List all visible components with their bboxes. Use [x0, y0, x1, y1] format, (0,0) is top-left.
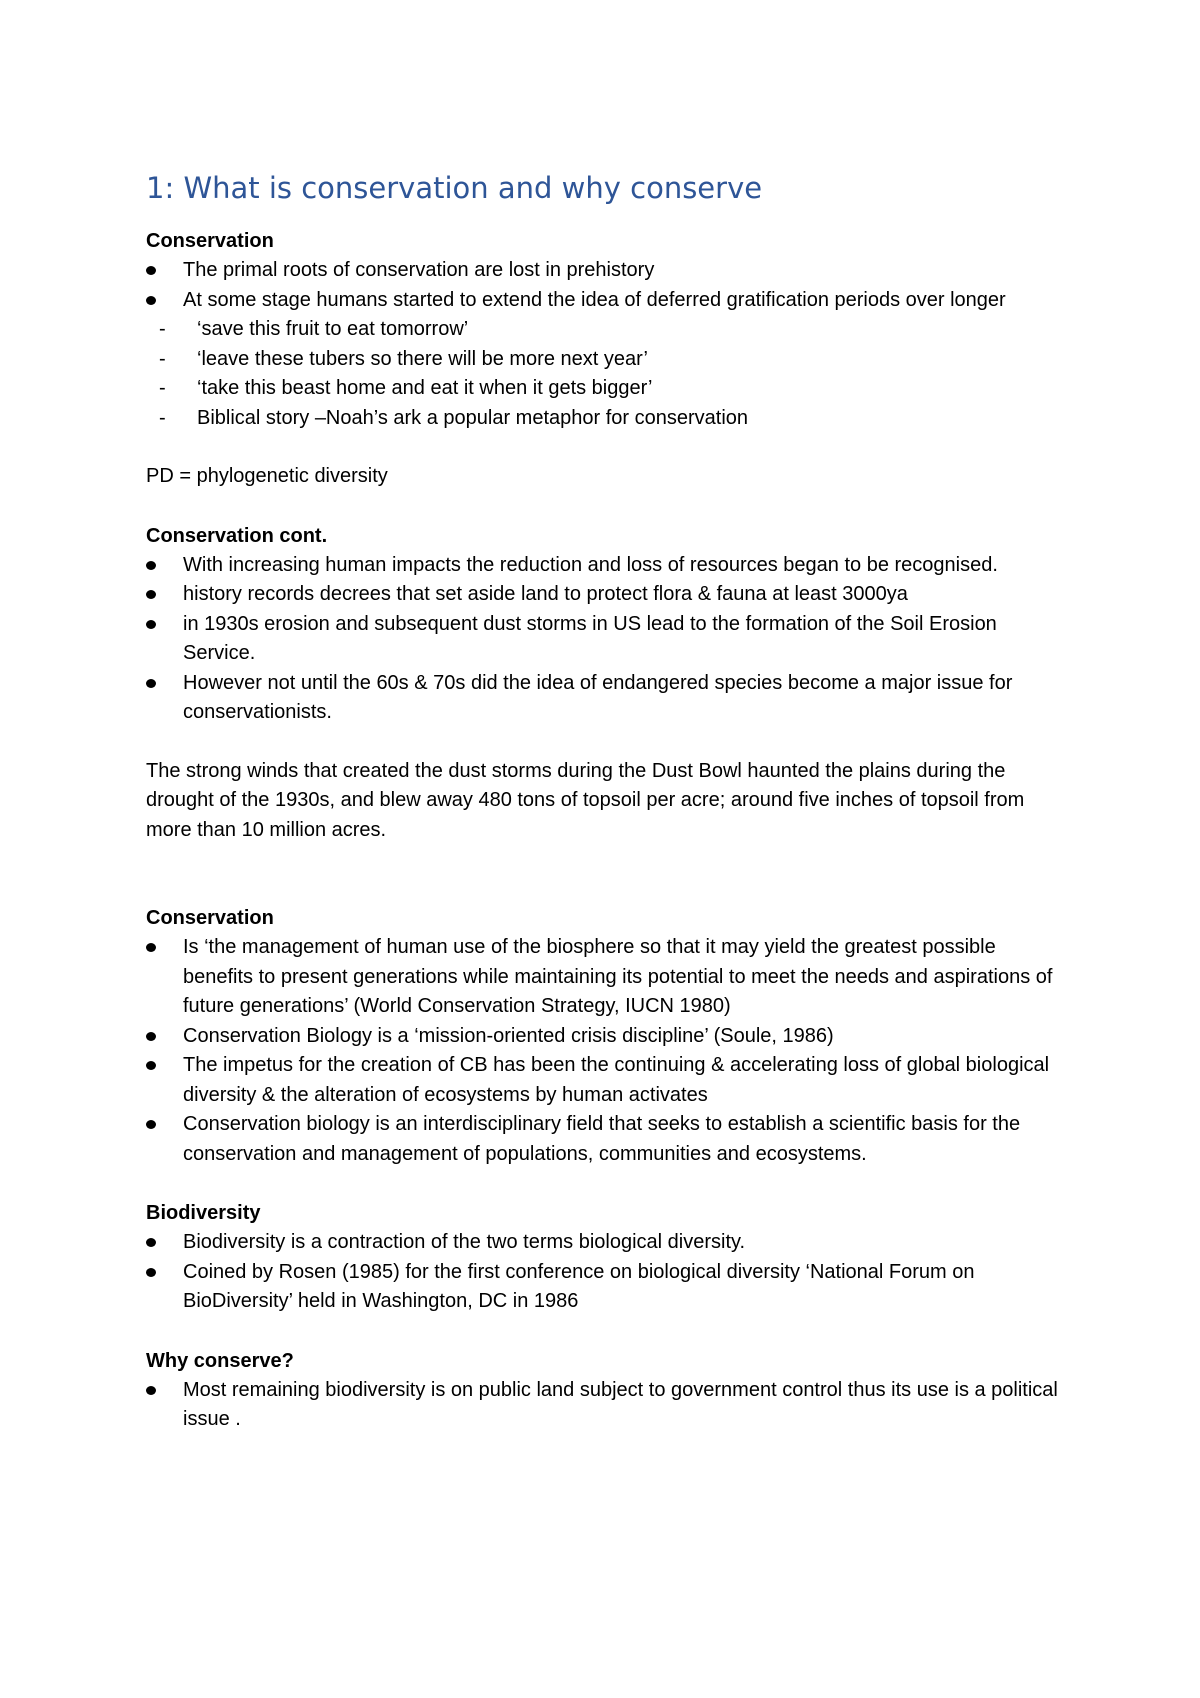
bullet-icon [146, 1061, 156, 1070]
bullet-icon [146, 679, 156, 688]
list-item: in 1930s erosion and subsequent dust storms in US lead to the formation of the Soil Erosion Service. [146, 610, 1066, 669]
bullet-list [146, 256, 1066, 315]
section-heading: Conservation [146, 230, 274, 252]
section-conservation-definition [146, 903, 1066, 1169]
list-item: Coined by Rosen (1985) for the first conference on biological diversity ‘National Forum on BioDiversity’ held in Washington, DC in 1986 [146, 1258, 1066, 1317]
dash-icon: - [159, 377, 166, 399]
bullet-icon [146, 1386, 156, 1395]
bullet-icon [146, 1238, 156, 1247]
bullet-icon [146, 561, 156, 570]
list-item: Conservation biology is an interdisciplinary field that seeks to establish a scientific basis for the conservation and management of populations, communities and ecosystems. [146, 1110, 1066, 1169]
list-item: With increasing human impacts the reduction and loss of resources began to be recognised. [146, 551, 1066, 581]
list-item: history records decrees that set aside land to protect flora & fauna at least 3000ya [146, 580, 1066, 610]
section-why-conserve [146, 1346, 1066, 1435]
list-item: The primal roots of conservation are lost in prehistory [146, 256, 1066, 286]
list-item: Conservation Biology is a ‘mission-oriented crisis discipline’ (Soule, 1986) [146, 1022, 1066, 1052]
list-item: Biodiversity is a contraction of the two terms biological diversity. [146, 1228, 1066, 1258]
list-item: - ‘take this beast home and eat it when it gets bigger’ [146, 374, 1066, 404]
bullet-icon [146, 1120, 156, 1129]
dash-icon: - [159, 347, 166, 370]
bullet-list [146, 933, 1066, 1169]
bullet-icon [146, 943, 156, 952]
bullet-icon [146, 620, 156, 629]
list-item: However not until the 60s & 70s did the idea of endangered species become a major issue for conservationists. [146, 669, 1066, 728]
bullet-icon [146, 1032, 156, 1041]
bullet-icon [146, 296, 156, 305]
bullet-list [146, 1376, 1066, 1435]
section-conservation [146, 226, 1066, 433]
bullet-icon [146, 590, 156, 599]
bullet-icon [146, 266, 156, 275]
list-item: Is ‘the management of human use of the biosphere so that it may yield the greatest possible benefits to present generations while maintaining its potential to meet the needs and aspirations of future generations’ (World Conservation Strategy, IUCN 1980) [146, 933, 1066, 1022]
section-conservation-cont [146, 521, 1066, 728]
section-heading: Conservation cont. [146, 524, 328, 547]
bullet-icon [146, 1268, 156, 1277]
dust-bowl-paragraph: The strong winds that created the dust storms during the Dust Bowl haunted the plains during the drought of the 1930s, and blew away 480 tons of topsoil per acre; around five inches of topsoil from more than 10 million acres. [146, 759, 1025, 841]
section-biodiversity [146, 1198, 1066, 1317]
list-item: At some stage humans started to extend the idea of deferred gratification periods over longer [146, 286, 1066, 316]
list-item: - ‘leave these tubers so there will be more next year’ [146, 345, 1066, 375]
dash-icon: - [159, 318, 166, 340]
section-heading: Biodiversity [146, 1202, 261, 1224]
pd-definition: PD = phylogenetic diversity [146, 465, 388, 487]
list-item: - ‘save this fruit to eat tomorrow’ [146, 315, 1066, 345]
list-item: Most remaining biodiversity is on public land subject to government control thus its use is a political issue . [146, 1376, 1066, 1435]
bullet-list [146, 1228, 1066, 1317]
document-page [146, 168, 1066, 1435]
bullet-list [146, 551, 1066, 728]
dash-icon: - [159, 406, 166, 429]
section-heading: Conservation [146, 907, 274, 929]
list-item: - Biblical story –Noah’s ark a popular metaphor for conservation [146, 404, 1066, 434]
dash-list [146, 315, 1066, 433]
section-heading: Why conserve? [146, 1349, 294, 1372]
list-item: The impetus for the creation of CB has been the continuing & accelerating loss of global biological diversity & the alteration of ecosystems by human activates [146, 1051, 1066, 1110]
page-title: 1: What is conservation and why conserve [146, 171, 763, 205]
